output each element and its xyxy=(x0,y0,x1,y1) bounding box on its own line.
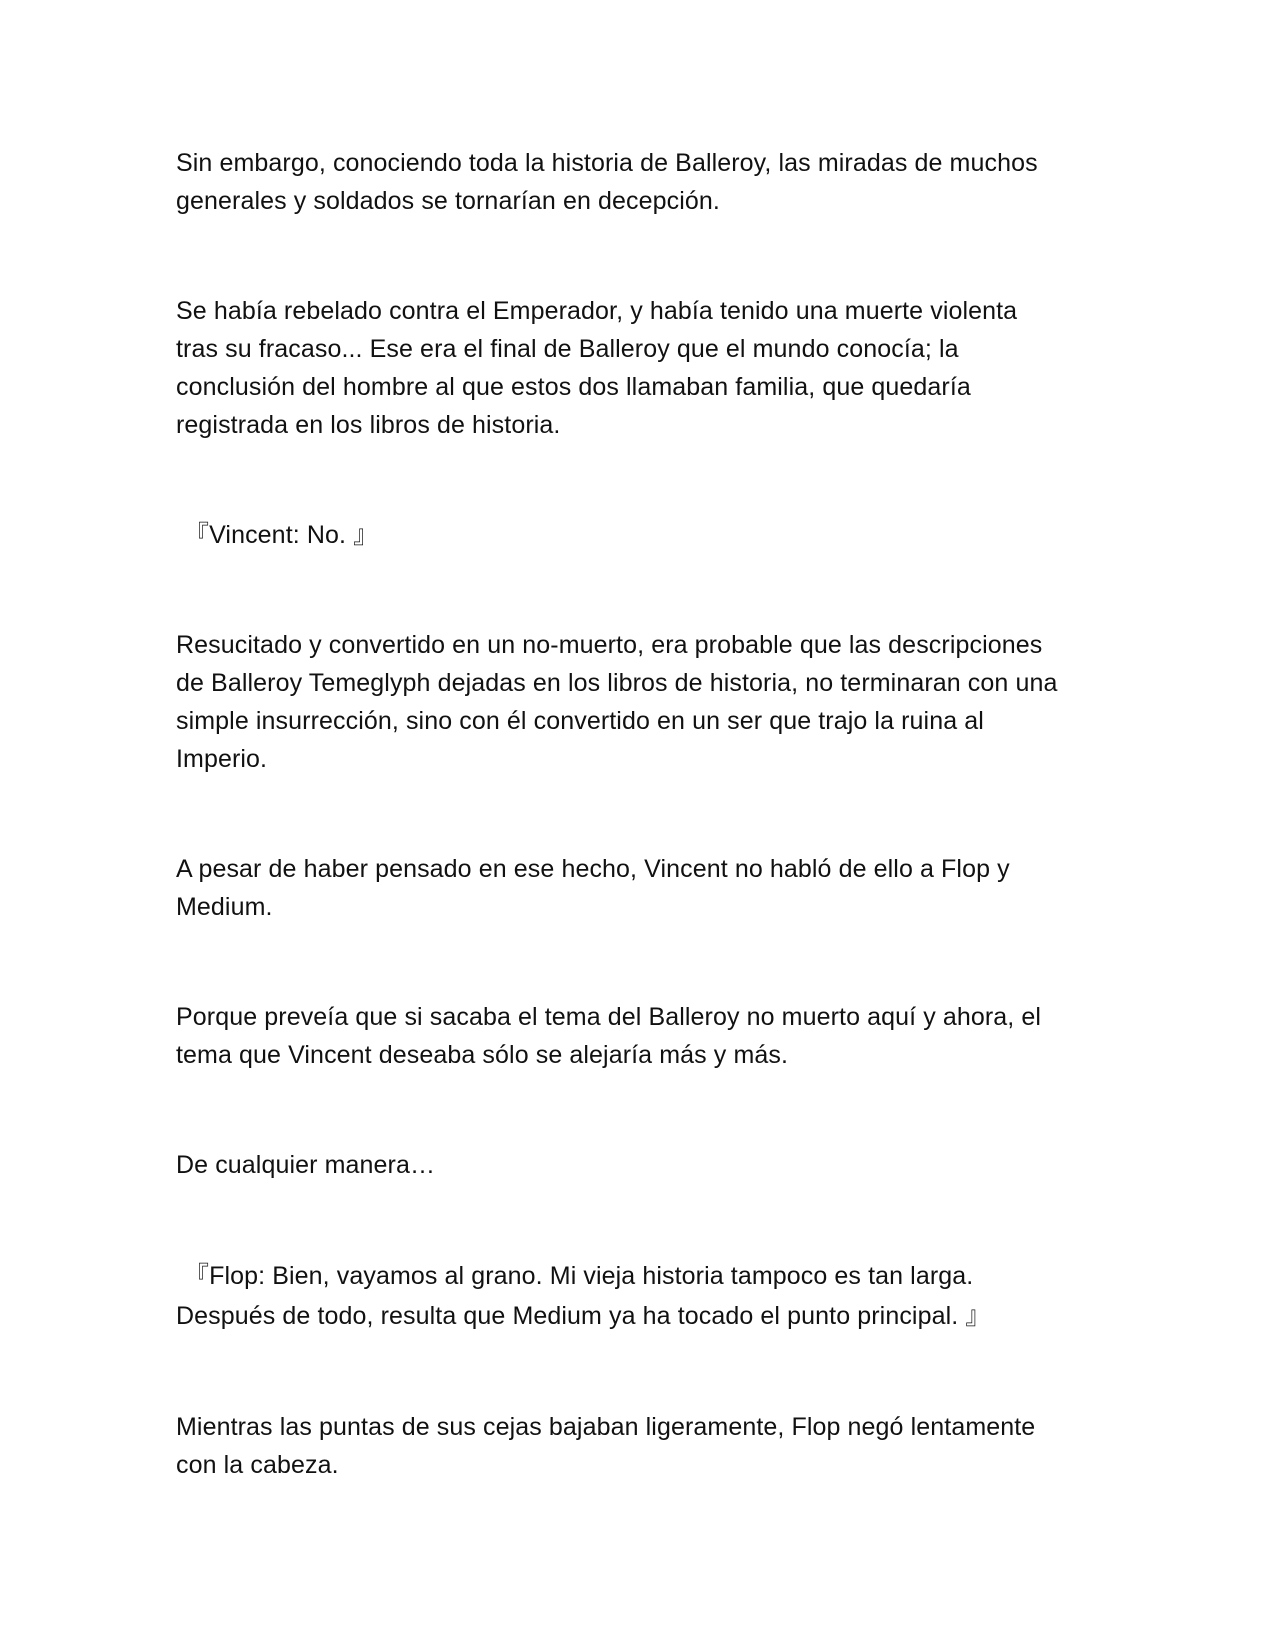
paragraph-4: A pesar de haber pensado en ese hecho, Vincent no habló de ello a Flop y Medium. xyxy=(176,855,1010,921)
paragraph-3: Resucitado y convertido en un no-muerto, era probable que las descripciones de Balleroy Temeglyph dejadas en los libros de historia, no terminaran con una simple insurrección, sino con él convertido en un ser que trajo la ruina al Imperio. xyxy=(176,631,1058,773)
paragraph-2: Se había rebelado contra el Emperador, y había tenido una muerte violenta tras su fracaso... Ese era el final de Balleroy que el mundo conocía; la conclusión del hombre al que estos dos llamaban familia, que quedaría registrada en los libros de historia. xyxy=(176,297,1018,439)
paragraph-6: De cualquier manera… xyxy=(176,1151,436,1179)
paragraph-1: Sin embargo, conociendo toda la historia de Balleroy, las miradas de muchos generales y soldados se tornarían en decepción. xyxy=(176,149,1038,215)
paragraph-7: Mientras las puntas de sus cejas bajaban ligeramente, Flop negó lentamente con la cabeza. xyxy=(176,1413,1036,1479)
document-page xyxy=(176,144,1106,1484)
dialogue-flop: 『Flop: Bien, vayamos al grano. Mi vieja historia tampoco es tan larga. Después de todo, resulta que Medium ya ha tocado el punto principal. 』 xyxy=(176,1262,991,1330)
dialogue-vincent: 『Vincent: No. 』 xyxy=(184,521,379,549)
paragraph-5: Porque preveía que si sacaba el tema del Balleroy no muerto aquí y ahora, el tema que Vincent deseaba sólo se alejaría más y más. xyxy=(176,1003,1042,1069)
